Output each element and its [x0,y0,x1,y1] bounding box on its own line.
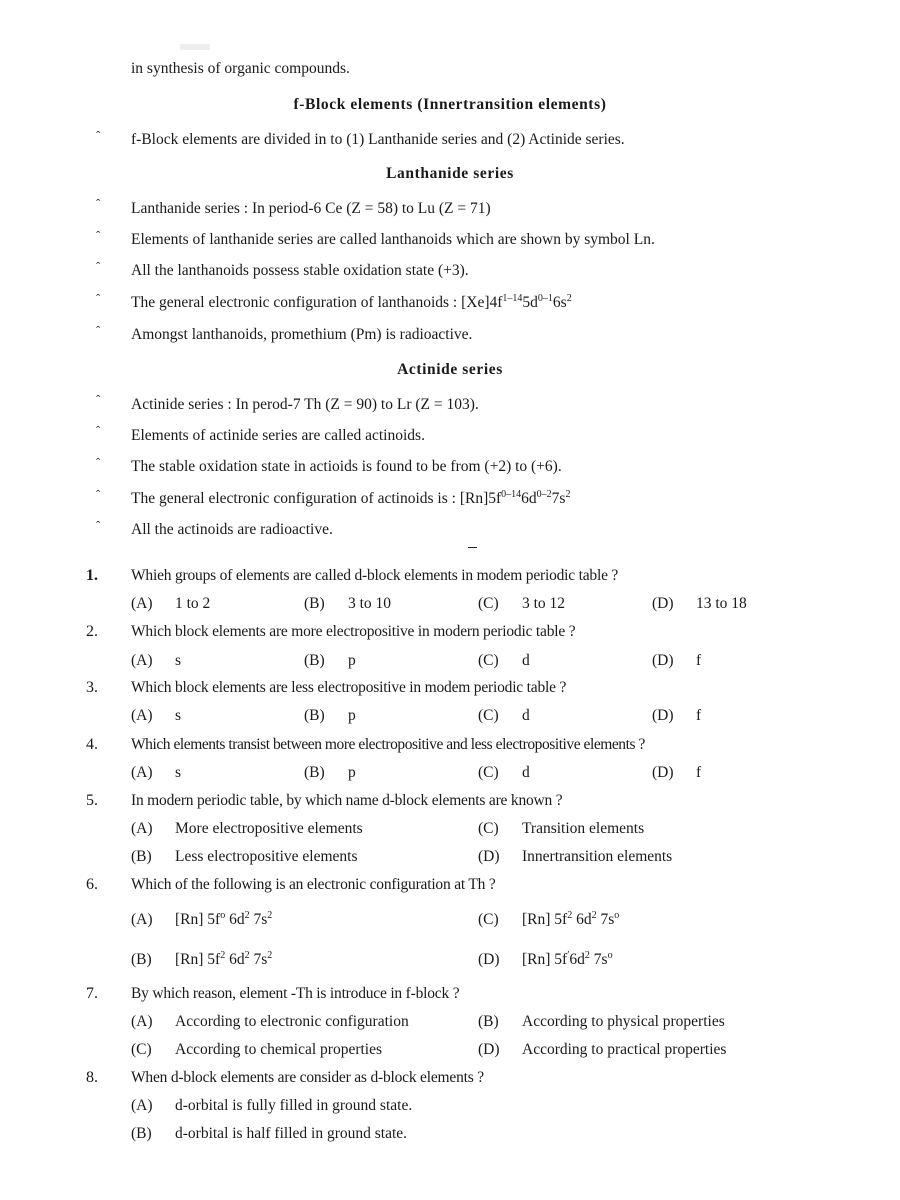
option-b[interactable]: (B) p [304,764,356,781]
question-text: Which block elements are less electropositive in modem periodic table ? [131,679,567,696]
option-d[interactable]: (D) f [652,764,702,781]
lanthanide-bullet-3: All the lanthanoids possess stable oxidation state (+3). [131,262,469,279]
option-a[interactable]: (A) 1 to 2 [131,595,211,612]
lanthanide-bullet-2: Elements of lanthanide series are called lanthanoids which are shown by symbol Ln. [131,231,655,248]
bullet-icon: ˆ [96,423,101,438]
option-c[interactable]: (C) d [478,707,530,724]
fblock-heading: f-Block elements (Innertransition elements) [293,96,607,113]
option-d[interactable]: (D) According to practical properties [478,1041,727,1058]
question-text: Which elements transist between more electropositive and less electropositive elements ? [131,736,645,753]
bullet-icon: ˆ [96,455,101,470]
lanthanide-bullet-4: The general electronic configuration of lanthanoids : $[Xe]4f^{1-14}5d^{0-1}6s^2$ [131,293,572,311]
bullet-icon: ˆ [96,392,101,407]
question-number: 5. [86,792,98,809]
question-number: 4. [86,736,98,753]
question-text: Whieh groups of elements are called d-block elements in modem periodic table ? [131,567,619,584]
option-b[interactable]: (B) p [304,707,356,724]
option-a[interactable]: (A) [Rn] $5f^o$ $6d^2$ $7s^2$ [131,910,273,928]
actinide-heading: Actinide series [397,361,503,378]
question-number: 6. [86,876,98,893]
option-c[interactable]: (C) [Rn] $5f^2$ $6d^2$ $7s^o$ [478,910,620,928]
lanthanide-bullet-1: Lanthanide series : In period-6 Ce (Z = 58) to Lu (Z = 71) [131,200,491,217]
option-d[interactable]: (D) 13 to 18 [652,595,747,612]
option-b[interactable]: (B) According to physical properties [478,1013,725,1030]
option-a[interactable]: (A) s [131,652,182,669]
option-c[interactable]: (C) Transition elements [478,820,645,837]
option-d[interactable]: (D) f [652,652,702,669]
bullet-icon: ˆ [96,196,101,211]
actinide-bullet-3: The stable oxidation state in actioids is found to be from (+2) to (+6). [131,458,562,475]
actinide-bullet-5: All the actinoids are radioactive. [131,521,333,538]
option-c[interactable]: (C) 3 to 12 [478,595,566,612]
question-text: Which of the following is an electronic configuration at Th ? [131,876,496,893]
bullet-icon: ˆ [96,487,101,502]
option-d[interactable]: (D) Innertransition elements [478,848,673,865]
actinide-bullet-4: The general electronic configuration of actinoids is : $[Rn]5f^{0-14}6d^{0-2}7s^2$ [131,489,571,507]
bullet-icon: ˆ [96,259,101,274]
option-b[interactable]: (B) 3 to 10 [304,595,392,612]
option-a[interactable]: (A) d-orbital is fully filled in ground state. [131,1097,413,1114]
intro-line: in synthesis of organic compounds. [131,60,350,77]
option-a[interactable]: (A) s [131,764,182,781]
option-b[interactable]: (B) Less electropositive elements [131,848,358,865]
bullet-icon: ˆ [96,518,101,533]
lanthanide-heading: Lanthanide series [386,165,514,182]
option-c[interactable]: (C) d [478,764,530,781]
question-number: 2. [86,623,98,640]
option-b[interactable]: (B) p [304,652,356,669]
lanthanide-bullet-5: Amongst lanthanoids, promethium (Pm) is radioactive. [131,326,473,343]
option-d[interactable]: (D) [Rn] $5f'6d^2$ $7s^o$ [478,950,613,968]
actinide-bullet-1: Actinide series : In perod-7 Th (Z = 90) to Lr (Z = 103). [131,396,479,413]
bullet-icon: ˆ [96,291,101,306]
bullet-icon: ˆ [96,128,101,143]
question-text: In modern periodic table, by which name d-block elements are known ? [131,792,563,809]
question-text: By which reason, element -Th is introduce in f-block ? [131,985,460,1002]
fblock-bullet: f-Block elements are divided in to (1) Lanthanide series and (2) Actinide series. [131,131,625,148]
question-number: 7. [86,985,98,1002]
actinide-bullet-2: Elements of actinide series are called actinoids. [131,427,425,444]
question-text: When d-block elements are consider as d-block elements ? [131,1069,484,1086]
option-b[interactable]: (B) d-orbital is half filled in ground state. [131,1125,408,1142]
faint-mark [180,44,210,50]
option-a[interactable]: (A) More electropositive elements [131,820,363,837]
option-d[interactable]: (D) f [652,707,702,724]
option-b[interactable]: (B) [Rn] $5f^2$ $6d^2$ $7s^2$ [131,950,273,968]
question-number: 3. [86,679,98,696]
question-text: Which block elements are more electropositive in modern periodic table ? [131,623,576,640]
option-c[interactable]: (C) According to chemical properties [131,1041,383,1058]
option-a[interactable]: (A) According to electronic configuration [131,1013,409,1030]
bullet-icon: ˆ [96,228,101,243]
option-a[interactable]: (A) s [131,707,182,724]
bullet-icon: ˆ [96,323,101,338]
question-number: 8. [86,1069,98,1086]
question-number: 1. [86,567,98,584]
divider-dash [468,547,477,548]
option-c[interactable]: (C) d [478,652,530,669]
